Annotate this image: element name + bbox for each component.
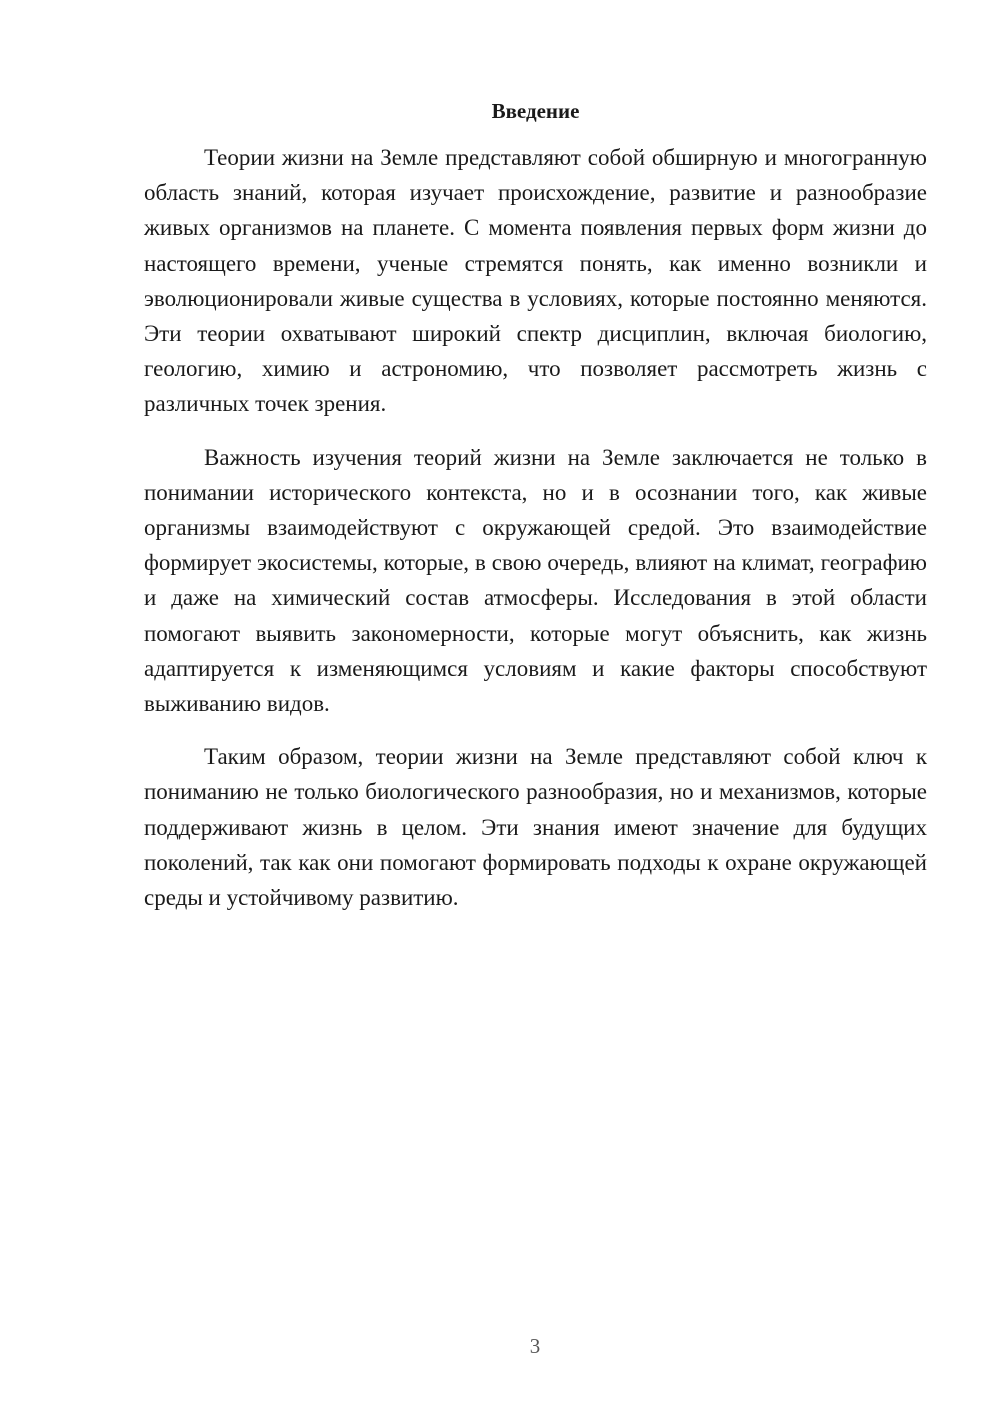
page-content	[144, 96, 927, 933]
page-number: 3	[529, 1334, 541, 1358]
paragraph-2: Важность изучения теорий жизни на Земле заключается не только в понимании исторического контекста, но и в осознании того, как живые организмы взаимодействуют с окружающей средой. Это взаимодействие формирует экосистемы, которые, в свою очередь, влияют на климат, географию и даже на химический состав атмосферы. Исследования в этой области помогают выявить закономерности, которые могут объяснить, как жизнь адаптируется к изменяющимся условиям и какие факторы способствуют выживанию видов.	[144, 444, 927, 717]
paragraph-1: Теории жизни на Земле представляют собой обширную и многогранную область знаний, которая изучает происхождение, развитие и разнообразие живых организмов на планете. С момента появления первых форм жизни до настоящего времени, ученые стремятся понять, как именно возникли и эволюционировали живые существа в условиях, которые постоянно меняются. Эти теории охватывают широкий спектр дисциплин, включая биологию, геологию, химию и астрономию, что позволяет рассмотреть жизнь с различных точек зрения.	[144, 145, 927, 417]
paragraph-3: Таким образом, теории жизни на Земле представляют собой ключ к пониманию не только биологического разнообразия, но и механизмов, которые поддерживают жизнь в целом. Эти знания имеют значение для будущих поколений, так как они помогают формировать подходы к охране окружающей среды и устойчивому развитию.	[144, 744, 927, 911]
section-heading: Введение	[491, 99, 580, 123]
